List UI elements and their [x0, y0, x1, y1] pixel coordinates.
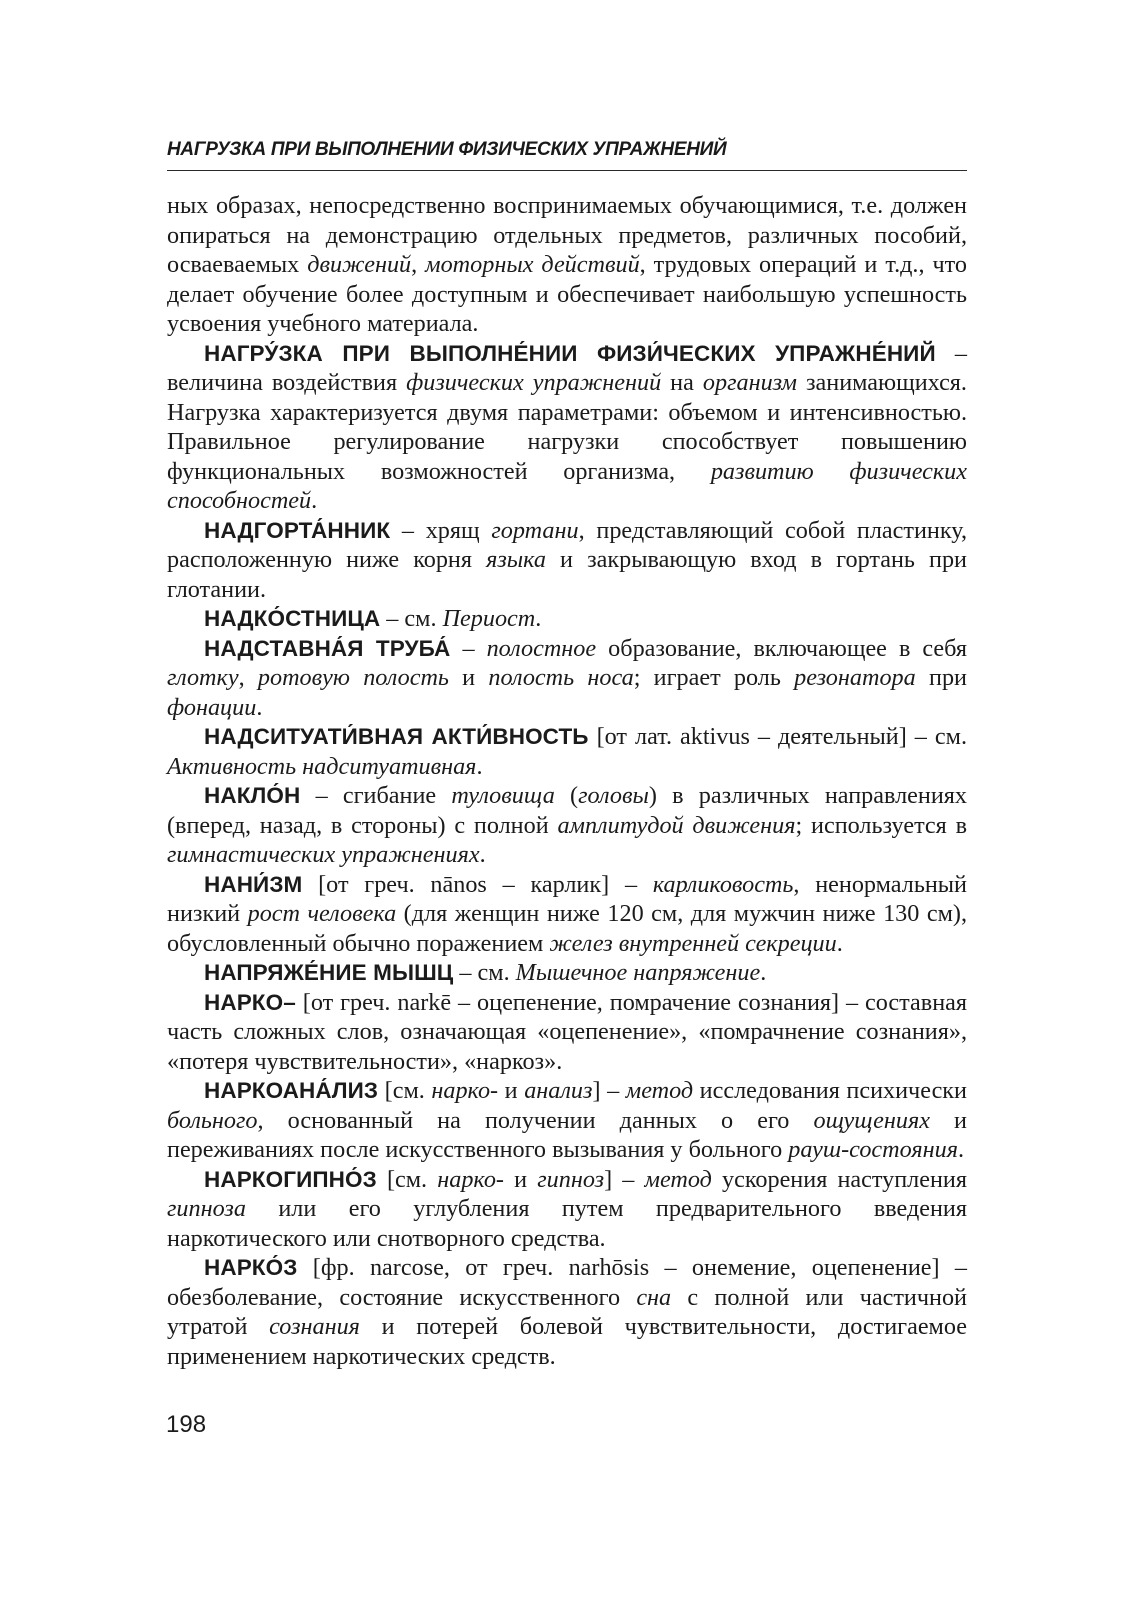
italic-term: фонации — [167, 693, 257, 721]
entry-text: ( — [554, 782, 579, 809]
italic-term: полость носа — [488, 664, 634, 691]
entry-text: – сгибание — [300, 782, 452, 809]
italic-term: больного — [167, 1106, 258, 1134]
entry-headword: НАДСИТУАТИ́ВНАЯ АКТИ́ВНОСТЬ — [204, 724, 589, 749]
italic-term: головы — [578, 782, 649, 809]
entry-headword: НАДСТАВНА́Я ТРУБА́ — [204, 635, 451, 661]
continuation-paragraph — [167, 191, 967, 339]
entry-text: ; играет роль — [633, 664, 795, 691]
entry-text: – величина воздействия — [167, 339, 968, 396]
entry-headword: НАНИ́ЗМ — [204, 871, 303, 897]
italic-term: анализ — [524, 1077, 593, 1104]
italic-term: ротовую полость — [257, 664, 449, 691]
italic-term: рост человека — [247, 900, 397, 927]
entry-text: [от греч. nānos – карлик] – — [302, 870, 653, 898]
dictionary-entry — [167, 339, 967, 516]
entry-text: . — [479, 841, 486, 868]
entry-text: ) в различных направлениях (вперед, назад, в стороны) с полной — [167, 782, 967, 839]
entry-headword: НАГРУ́ЗКА ПРИ ВЫПОЛНЕ́НИИ ФИЗИ́ЧЕСКИХ УПРАЖНЕ́НИЙ — [204, 340, 936, 366]
entry-text: и — [503, 1165, 538, 1193]
entry-text: [фр. narcose, от греч. narhōsis – онемение, оцепенение] – обезболевание, состояние искусственного — [167, 1254, 967, 1311]
entry-headword: НАДГОРТА́ННИК — [204, 517, 391, 543]
entry-text: . — [760, 959, 767, 986]
italic-term: туловища — [451, 782, 555, 809]
entry-text: – — [450, 634, 487, 662]
entry-text: исследования психически — [693, 1077, 967, 1104]
entry-text: и закрывающую вход в гортань при глотании. — [167, 546, 967, 603]
dictionary-entry — [167, 516, 967, 605]
italic-term: ощущениях — [813, 1106, 930, 1134]
entry-headword: НАРКО́З — [204, 1255, 298, 1280]
entry-text: [от лат. aktivus – деятельный] – см. — [588, 723, 967, 750]
entry-text: ; используется в — [795, 811, 967, 839]
entry-text: и — [448, 664, 489, 691]
entry-headword: НАКЛО́Н — [204, 783, 301, 808]
entry-text: с полной или частичной утратой — [167, 1283, 967, 1340]
dictionary-entry — [167, 604, 967, 634]
italic-term: языка — [486, 546, 546, 573]
italic-term: глотку — [167, 664, 239, 691]
entry-text: ных образах, непосредственно воспринимаемых обучающимися, т.е. должен опираться на демонстрацию отдельных предметов, различных пособий, осваеваемых — [167, 192, 967, 278]
italic-term: нарко- — [437, 1165, 504, 1193]
page-number: 198 — [166, 1411, 207, 1438]
entry-text: или его углубления путем предварительного введения наркотического или снотворного средства. — [167, 1195, 967, 1252]
entry-text: [см. — [376, 1165, 438, 1193]
dictionary-entry — [167, 958, 967, 988]
dictionary-entry — [167, 1076, 967, 1165]
entry-text: . — [256, 693, 263, 721]
entry-text: . — [535, 605, 542, 632]
italic-term: нарко- — [431, 1077, 499, 1104]
italic-term: резонатора — [794, 664, 916, 691]
entry-headword: НАРКОАНА́ЛИЗ — [204, 1078, 379, 1103]
entry-text: . — [836, 929, 843, 957]
entry-headword: НАРКОГИПНО́З — [204, 1166, 377, 1192]
entry-headword: НАРКО– — [204, 989, 296, 1015]
italic-term: полостное — [486, 634, 597, 662]
entry-headword: НАПРЯЖЕ́НИЕ МЫШЦ — [204, 960, 454, 985]
entry-text: , — [238, 664, 258, 691]
dictionary-entry — [167, 988, 967, 1077]
italic-term: организм — [702, 369, 797, 396]
italic-term: метод — [625, 1077, 694, 1104]
entry-text: [от греч. narkē – оцепенение, помрачение сознания] – составная часть сложных слов, означающая «оцепенение», «помрачнение сознания», «потеря чувствительности», «наркоз». — [167, 988, 967, 1075]
dictionary-text-body — [167, 191, 967, 1371]
entry-text: . — [476, 752, 483, 780]
entry-text: и переживаниях после искусственного вызывания у больного — [167, 1106, 968, 1163]
entry-text: , — [411, 251, 426, 278]
entry-text: ] – — [592, 1077, 626, 1104]
italic-term: метод — [644, 1165, 712, 1193]
entry-text: – см. — [453, 959, 516, 986]
entry-text: , трудовых операций и т.д., что делает обучение более доступным и обеспечивает наибольшую успешность усвоения учебного материала. — [167, 251, 967, 337]
italic-term: движений — [307, 251, 412, 278]
italic-term: Периост — [442, 605, 536, 632]
italic-term: карликовость — [652, 870, 794, 898]
italic-term: моторных действий — [425, 251, 640, 278]
entry-text: на — [661, 369, 703, 396]
italic-term: сна — [636, 1283, 672, 1311]
dictionary-entry — [167, 1253, 967, 1371]
entry-text: – хрящ — [390, 516, 492, 544]
entry-text: (для женщин ниже 120 см, для мужчин ниже 130 см), обусловленный обычно поражением — [167, 900, 968, 957]
entry-text: , ненормальный низкий — [167, 870, 967, 927]
italic-term: желез внутренней секреции — [549, 929, 837, 957]
italic-term: Мышечное напряжение — [515, 959, 761, 986]
entry-text: , представляющий собой пластинку, расположенную ниже корня — [167, 516, 967, 573]
italic-term: Активность надситуативная — [167, 752, 477, 780]
dictionary-entry — [167, 870, 967, 959]
italic-term: рауш-состояния — [788, 1136, 958, 1163]
entry-text: занимающихся. Нагрузка характеризуется двумя параметрами: объемом и интенсивностью. Правильное регулирование нагрузки способствует повышению функциональных возможностей организма, — [167, 369, 967, 485]
entry-text: [см. — [378, 1077, 432, 1104]
italic-term: гипноза — [167, 1195, 246, 1222]
running-head: НАГРУЗКА ПРИ ВЫПОЛНЕНИИ ФИЗИЧЕСКИХ УПРАЖНЕНИЙ — [167, 139, 727, 160]
dictionary-entry — [167, 634, 967, 723]
entry-text: . — [311, 487, 318, 514]
entry-headword: НАДКО́СТНИЦА — [204, 606, 381, 631]
entry-text: и потерей болевой чувствительности, достигаемое применением наркотических средств. — [167, 1313, 967, 1370]
entry-text: ] – — [604, 1165, 645, 1193]
italic-term: физических упражнений — [406, 369, 662, 396]
entry-text: при — [915, 664, 967, 691]
entry-text: – см. — [380, 605, 443, 632]
italic-term: гимнастических упражнениях — [167, 841, 480, 868]
dictionary-entry — [167, 781, 967, 870]
entry-text: , основанный на получении данных о его — [257, 1106, 814, 1134]
header-rule — [167, 170, 967, 171]
entry-text: и — [498, 1077, 525, 1104]
italic-term: амплитудой движения — [557, 811, 796, 839]
dictionary-entry — [167, 1165, 967, 1254]
entry-text: . — [957, 1136, 965, 1163]
italic-term: гортани — [491, 516, 579, 544]
dictionary-entry — [167, 722, 967, 781]
entry-text: образование, включающее в себя — [596, 634, 967, 662]
italic-term: сознания — [269, 1313, 360, 1340]
italic-term: гипноз — [537, 1165, 605, 1193]
entry-text: ускорения наступления — [711, 1165, 967, 1193]
italic-term: развитию физических способностей — [167, 457, 968, 514]
